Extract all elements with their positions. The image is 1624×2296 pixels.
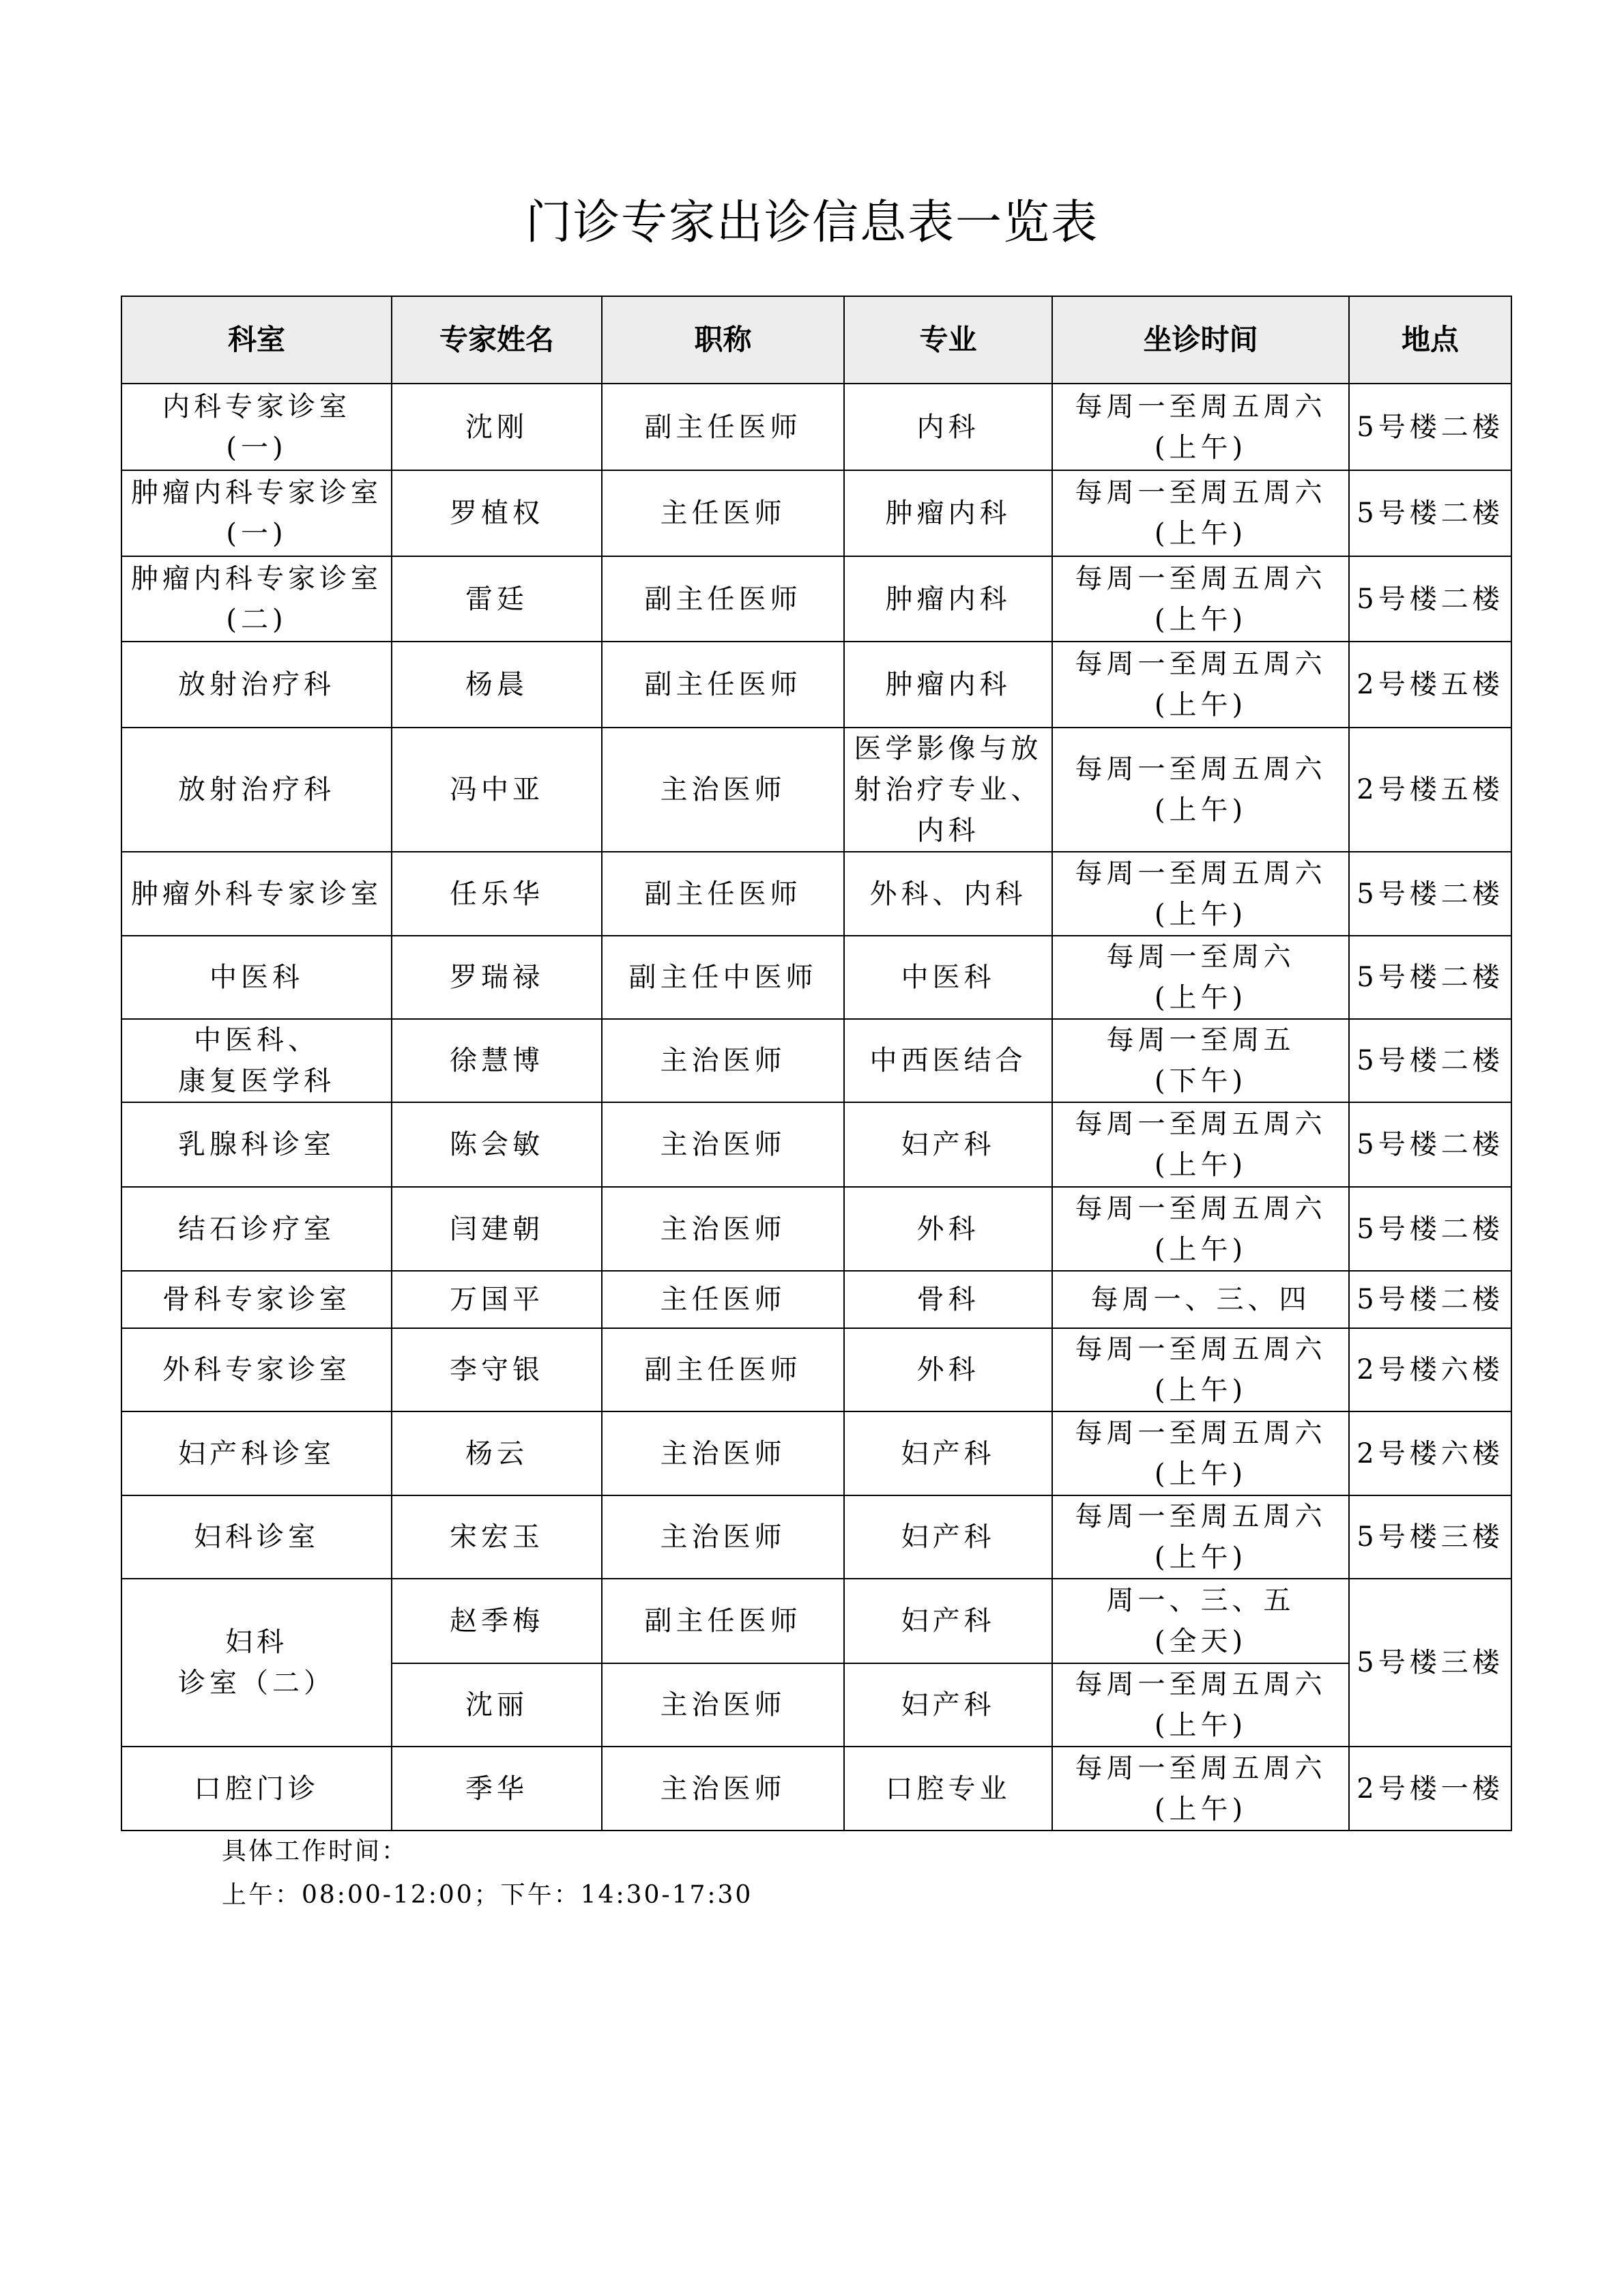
table-row [121,1579,1511,1663]
cell-location: 2号楼一楼 [1349,1747,1511,1831]
cell-specialty-line: 外科、内科 [869,878,1027,910]
cell-clinic-time [1052,1187,1349,1271]
cell-expert-name: 季华 [392,1747,602,1831]
cell-title: 副主任医师 [602,556,844,642]
cell-title: 副主任医师 [602,852,844,936]
cell-specialty [844,1495,1052,1579]
table-row [121,1411,1511,1495]
cell-clinic-time [1052,852,1349,936]
cell-title: 主治医师 [602,728,844,852]
cell-expert-name: 沈刚 [392,384,602,470]
cell-expert-name: 万国平 [392,1271,602,1328]
cell-location: 5号楼二楼 [1349,1019,1511,1102]
cell-clinic-time [1052,1747,1349,1831]
cell-department-line: 放射治疗科 [178,669,335,700]
cell-department [121,852,392,936]
header-title: 职称 [602,296,844,384]
cell-expert-name: 李守银 [392,1328,602,1411]
table-row [121,728,1511,852]
header-clinic-time: 坐诊时间 [1052,296,1349,384]
cell-specialty [844,852,1052,936]
cell-clinic-time-line: (上午) [1154,1233,1247,1265]
cell-department-line: 肿瘤内科专家诊室 [131,562,382,594]
cell-department-line: 结石诊疗室 [178,1213,335,1245]
cell-specialty [844,1663,1052,1747]
cell-location: 2号楼六楼 [1349,1411,1511,1495]
cell-clinic-time-line: 每周一至周五周六 [1075,1192,1326,1224]
cell-department-line: 放射治疗科 [178,774,335,805]
cell-specialty [844,1328,1052,1411]
cell-specialty [844,936,1052,1019]
cell-clinic-time-line: 每周一至周五周六 [1075,1752,1326,1784]
cell-clinic-time [1052,1271,1349,1328]
cell-location: 2号楼五楼 [1349,642,1511,728]
cell-clinic-time-line: 周一、三、五 [1106,1585,1295,1616]
cell-title: 主治医师 [602,1187,844,1271]
cell-clinic-time [1052,1663,1349,1747]
cell-clinic-time-line: 每周一至周五周六 [1075,857,1326,889]
cell-title: 副主任医师 [602,1328,844,1411]
cell-specialty-line: 中西医结合 [869,1045,1027,1076]
cell-location: 5号楼二楼 [1349,1102,1511,1187]
cell-department-line: (二) [226,603,287,635]
cell-location: 2号楼五楼 [1349,728,1511,852]
cell-specialty [844,1019,1052,1102]
cell-clinic-time-line: 每周一至周五周六 [1075,1334,1326,1365]
cell-specialty [844,1102,1052,1187]
cell-department [121,1579,392,1747]
cell-clinic-time [1052,1328,1349,1411]
cell-expert-name: 任乐华 [392,852,602,936]
cell-expert-name: 赵季梅 [392,1579,602,1663]
cell-clinic-time-line: 每周一至周六 [1106,941,1295,973]
cell-location: 5号楼二楼 [1349,556,1511,642]
cell-title: 主治医师 [602,1102,844,1187]
cell-clinic-time-line: 每周一、三、四 [1090,1284,1311,1315]
cell-department [121,1411,392,1495]
cell-clinic-time [1052,1579,1349,1663]
cell-title: 主任医师 [602,470,844,556]
cell-specialty-line: 口腔专业 [885,1773,1011,1805]
cell-specialty-line: 肿瘤内科 [885,498,1011,529]
cell-clinic-time-line: 每周一至周五周六 [1075,1417,1326,1449]
cell-clinic-time [1052,936,1349,1019]
cell-specialty-line: 妇产科 [901,1437,996,1469]
cell-title: 副主任中医师 [602,936,844,1019]
cell-department-line: 诊室（二） [178,1667,335,1699]
cell-location: 2号楼六楼 [1349,1328,1511,1411]
cell-clinic-time-line: (上午) [1154,431,1247,463]
cell-specialty [844,728,1052,852]
cell-title: 副主任医师 [602,384,844,470]
cell-department [121,470,392,556]
cell-specialty [844,1579,1052,1663]
cell-specialty-line: 内科 [916,815,980,846]
cell-clinic-time-line: (上午) [1154,1458,1247,1490]
table-header-row [121,296,1511,384]
header-expert-name: 专家姓名 [392,296,602,384]
cell-clinic-time-line: 每周一至周五周六 [1075,562,1326,594]
cell-department [121,936,392,1019]
cell-specialty-line: 妇产科 [901,1521,996,1553]
cell-clinic-time [1052,1495,1349,1579]
cell-location: 5号楼二楼 [1349,470,1511,556]
cell-department-line: 妇科 [225,1626,288,1658]
cell-title: 主治医师 [602,1411,844,1495]
cell-specialty-line: 妇产科 [901,1689,996,1721]
cell-department-line: 肿瘤外科专家诊室 [131,878,382,910]
cell-expert-name: 杨晨 [392,642,602,728]
cell-department-line: 妇科诊室 [194,1521,319,1553]
cell-clinic-time [1052,1102,1349,1187]
cell-specialty [844,556,1052,642]
cell-clinic-time-line: (上午) [1154,1542,1247,1573]
table-row [121,384,1511,470]
cell-department-line: 中医科 [209,962,304,993]
cell-expert-name: 沈丽 [392,1663,602,1747]
table-row [121,470,1511,556]
cell-department-line: 骨科专家诊室 [162,1284,351,1315]
cell-specialty [844,1271,1052,1328]
expert-schedule-table [121,296,1512,1831]
table-row [121,1102,1511,1187]
cell-department [121,1102,392,1187]
cell-specialty-line: 肿瘤内科 [885,669,1011,700]
cell-specialty-line: 妇产科 [901,1605,996,1637]
cell-department [121,1019,392,1102]
cell-specialty [844,384,1052,470]
cell-clinic-time-line: 每周一至周五周六 [1075,648,1326,680]
cell-clinic-time-line: (下午) [1154,1065,1247,1097]
cell-department [121,1271,392,1328]
cell-clinic-time-line: (上午) [1154,982,1247,1014]
cell-expert-name: 杨云 [392,1411,602,1495]
cell-specialty [844,1187,1052,1271]
cell-department-line: 内科专家诊室 [162,390,351,422]
cell-clinic-time [1052,642,1349,728]
cell-specialty-line: 骨科 [916,1284,980,1315]
cell-clinic-time-line: 每周一至周五周六 [1075,754,1326,785]
cell-clinic-time-line: 每周一至周五周六 [1075,1669,1326,1700]
table-row [121,1271,1511,1328]
table-row [121,1495,1511,1579]
cell-location: 5号楼二楼 [1349,1187,1511,1271]
cell-location: 5号楼二楼 [1349,384,1511,470]
cell-department [121,642,392,728]
cell-expert-name: 罗植权 [392,470,602,556]
cell-clinic-time-line: (上午) [1154,518,1247,549]
cell-expert-name: 冯中亚 [392,728,602,852]
table-row [121,1747,1511,1831]
cell-clinic-time-line: 每周一至周五周六 [1075,1501,1326,1532]
cell-specialty [844,1411,1052,1495]
cell-clinic-time-line: (上午) [1154,1149,1247,1181]
cell-clinic-time [1052,470,1349,556]
cell-department-line: (一) [226,431,287,463]
cell-specialty-line: 内科 [916,411,980,443]
cell-department-line: 康复医学科 [178,1065,335,1097]
cell-specialty [844,642,1052,728]
cell-department-line: 肿瘤内科专家诊室 [131,477,382,508]
cell-location: 5号楼二楼 [1349,1271,1511,1328]
cell-department [121,1747,392,1831]
cell-department [121,556,392,642]
cell-clinic-time [1052,728,1349,852]
cell-clinic-time [1052,1019,1349,1102]
cell-title: 主治医师 [602,1663,844,1747]
cell-specialty-line: 妇产科 [901,1129,996,1160]
cell-clinic-time-line: (上午) [1154,603,1247,635]
cell-specialty-line: 肿瘤内科 [885,583,1011,615]
cell-location: 5号楼三楼 [1349,1579,1511,1747]
cell-title: 主治医师 [602,1495,844,1579]
cell-department [121,1187,392,1271]
cell-clinic-time [1052,384,1349,470]
cell-specialty-line: 中医科 [901,962,996,993]
cell-clinic-time-line: 每周一至周五周六 [1075,1108,1326,1140]
cell-clinic-time-line: (上午) [1154,1375,1247,1406]
header-specialty: 专业 [844,296,1052,384]
cell-department [121,384,392,470]
cell-department-line: 口腔门诊 [194,1773,319,1805]
table-row [121,936,1511,1019]
cell-clinic-time-line: (全天) [1154,1626,1247,1657]
cell-department [121,728,392,852]
cell-expert-name: 陈会敏 [392,1102,602,1187]
table-row [121,1328,1511,1411]
cell-specialty [844,470,1052,556]
cell-department-line: 外科专家诊室 [162,1354,351,1386]
cell-clinic-time-line: 每周一至周五 [1106,1024,1295,1056]
header-department: 科室 [121,296,392,384]
cell-clinic-time-line: (上午) [1154,689,1247,721]
cell-department [121,1495,392,1579]
table-row [121,556,1511,642]
cell-location: 5号楼二楼 [1349,852,1511,936]
table-row [121,1187,1511,1271]
header-location: 地点 [1349,296,1511,384]
cell-clinic-time-line: (上午) [1154,794,1247,826]
footer-hours-label: 具体工作时间： [222,1837,409,1865]
table-row [121,852,1511,936]
cell-location: 5号楼三楼 [1349,1495,1511,1579]
cell-clinic-time-line: 每周一至周五周六 [1075,477,1326,508]
table-row [121,642,1511,728]
cell-specialty-line: 射治疗专业、 [854,774,1043,805]
cell-clinic-time-line: (上午) [1154,1710,1247,1741]
cell-expert-name: 罗瑞禄 [392,936,602,1019]
cell-title: 主任医师 [602,1271,844,1328]
cell-clinic-time [1052,556,1349,642]
cell-location: 5号楼二楼 [1349,936,1511,1019]
cell-department-line: 妇产科诊室 [178,1437,335,1469]
cell-department-line: (一) [226,518,287,549]
footer-hours-detail: 上午：08:00-12:00；下午：14:30-17:30 [222,1881,753,1909]
cell-department [121,1328,392,1411]
cell-expert-name: 雷廷 [392,556,602,642]
cell-title: 主治医师 [602,1747,844,1831]
cell-specialty-line: 外科 [916,1213,980,1245]
cell-department-line: 乳腺科诊室 [178,1129,335,1160]
cell-title: 副主任医师 [602,642,844,728]
table-row [121,1019,1511,1102]
cell-expert-name: 徐慧博 [392,1019,602,1102]
cell-specialty-line: 外科 [916,1354,980,1386]
cell-specialty-line: 医学影像与放 [854,733,1043,764]
cell-title: 主治医师 [602,1019,844,1102]
cell-clinic-time [1052,1411,1349,1495]
cell-clinic-time-line: (上午) [1154,1793,1247,1825]
page-title: 门诊专家出诊信息表一览表 [525,196,1099,250]
cell-clinic-time-line: 每周一至周五周六 [1075,390,1326,422]
cell-clinic-time-line: (上午) [1154,898,1247,930]
cell-department-line: 中医科、 [194,1024,319,1056]
cell-expert-name: 宋宏玉 [392,1495,602,1579]
cell-title: 副主任医师 [602,1579,844,1663]
cell-expert-name: 闫建朝 [392,1187,602,1271]
cell-specialty [844,1747,1052,1831]
